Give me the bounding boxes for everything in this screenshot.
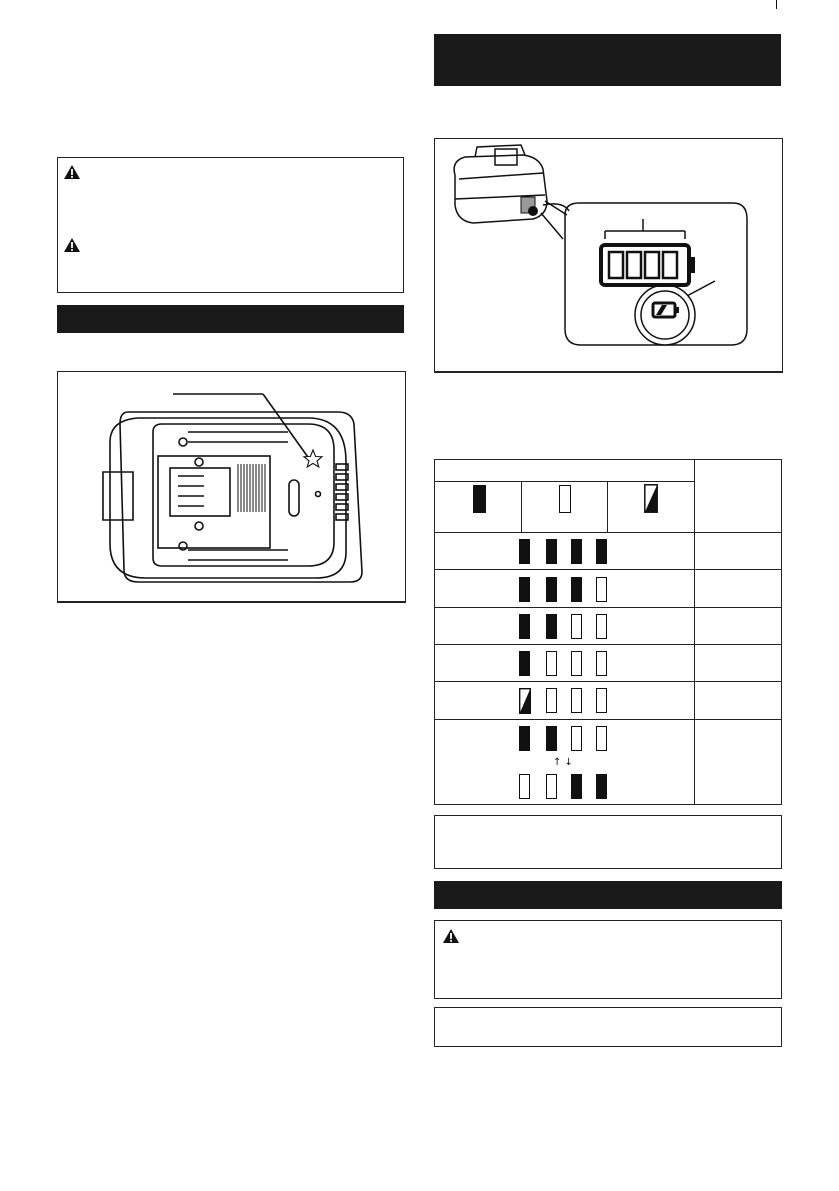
battery-indicator-figure (434, 138, 783, 373)
indicator-cell (546, 774, 557, 799)
alternating-arrows: ↑ ↓ (553, 757, 573, 768)
table-divider (434, 532, 782, 533)
indicator-cell (519, 774, 530, 799)
indicator-cell (571, 688, 582, 713)
warning-triangle-icon (63, 237, 81, 253)
table-divider (434, 644, 782, 645)
indicator-cell (571, 726, 582, 751)
section-heading-bar (57, 305, 404, 333)
section-heading-bar (434, 34, 781, 86)
indicator-cell (596, 577, 607, 602)
indicator-cell (596, 539, 607, 564)
star-icon (304, 450, 322, 467)
table-divider (607, 481, 608, 533)
legend-off-cell (559, 485, 571, 513)
table-divider (694, 459, 695, 805)
indicator-cell-blinking (519, 688, 531, 714)
indicator-cell (519, 726, 530, 751)
battery-bottom-figure (57, 371, 406, 603)
warning-box (57, 157, 404, 293)
warning-box (434, 920, 782, 999)
note-box (434, 815, 782, 869)
page-corner-mark (776, 0, 784, 9)
indicator-cell (546, 688, 557, 713)
indicator-cell (519, 577, 530, 602)
indicator-cell (546, 651, 557, 676)
legend-blinking-cell (644, 484, 658, 513)
warning-triangle-icon (63, 164, 81, 180)
table-divider (434, 719, 782, 720)
warning-triangle-icon (442, 928, 460, 944)
indicator-cell (571, 651, 582, 676)
indicator-cell (596, 614, 607, 639)
indicator-cell (571, 774, 582, 799)
note-box (434, 1007, 782, 1047)
indicator-cell (596, 774, 607, 799)
legend-lit-cell (473, 485, 486, 513)
table-divider (434, 607, 782, 608)
indicator-cell (546, 539, 557, 564)
battery-low-icon (653, 303, 679, 317)
indicator-cell (571, 539, 582, 564)
indicator-cell (519, 614, 530, 639)
indicator-cell (571, 614, 582, 639)
indicator-cell (546, 577, 557, 602)
table-divider (434, 569, 782, 570)
indicator-cell (571, 577, 582, 602)
section-heading-bar (434, 881, 782, 909)
indicator-cell (596, 726, 607, 751)
indicator-cell (596, 688, 607, 713)
battery-bottom-drawing (58, 372, 405, 602)
indicator-cell (596, 651, 607, 676)
battery-indicator-drawing (435, 139, 782, 372)
indicator-cell (546, 726, 557, 751)
indicator-cell (519, 539, 530, 564)
indicator-cell (519, 651, 530, 676)
table-divider (434, 481, 695, 482)
indicator-cell (546, 614, 557, 639)
table-divider (521, 481, 522, 533)
table-divider (434, 681, 782, 682)
